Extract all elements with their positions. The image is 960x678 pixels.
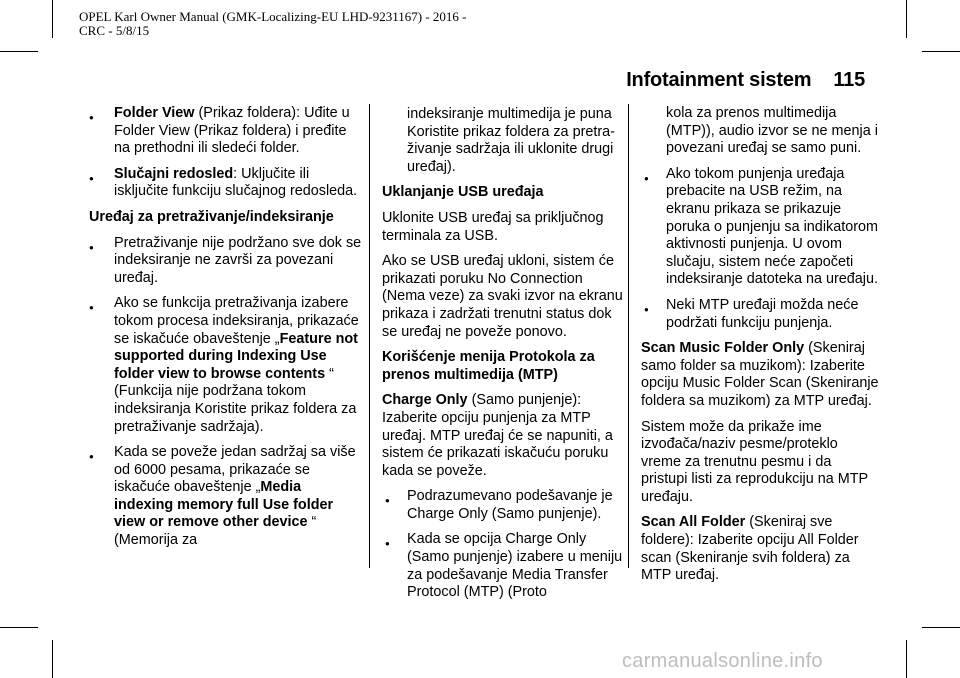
bullet-icon: ● bbox=[385, 496, 390, 506]
print-meta-line1: OPEL Karl Owner Manual (GMK-Localizing-EU LHD-9231167) - 2016 - bbox=[79, 9, 467, 24]
crop-mark bbox=[922, 51, 960, 52]
text-scan-all-folder: (Skeniraj sve foldere): Izaberite opciju All Folder scan (Skeniranje svih foldera) za MTP uređaj. bbox=[641, 514, 859, 584]
watermark: carmanualsonline.info bbox=[622, 650, 823, 672]
bullet-search-unsupported bbox=[89, 234, 362, 288]
column-3 bbox=[641, 105, 881, 593]
bullet-default-setting bbox=[382, 488, 626, 523]
crop-mark bbox=[906, 0, 907, 38]
running-head bbox=[626, 69, 865, 92]
bullet-icon: ● bbox=[385, 539, 390, 549]
bullet-icon: ● bbox=[89, 113, 94, 122]
print-meta-line2: CRC - 5/8/15 bbox=[79, 23, 150, 38]
para-scan-music-folder bbox=[641, 340, 881, 410]
term-charge-only: Charge Only bbox=[382, 392, 468, 409]
bullet-icon: ● bbox=[89, 173, 94, 183]
term-shuffle: Slučajni redosled bbox=[114, 165, 234, 182]
column-divider bbox=[369, 104, 370, 568]
text-search-during-indexing: Ako se funkcija pretraživanja izabere tokom procesa indeksiranja, prikazaće se iskačuće obaveštenje „ bbox=[114, 295, 359, 347]
heading-search-indexing: Uređaj za pretraživanje/indeksiranje bbox=[89, 208, 334, 225]
text-usb-mode-charging: Ako tokom punjenja uređaja prebacite na USB režim, na ekranu prikaza se prikazuje poruka o punjenju sa indikatorom aktivnosti punjenja. U ovom slučaju, sistem neće započeti indeksiranje datoteka na uređaju. bbox=[666, 165, 879, 288]
text-scan-music-folder: (Skeniraj samo folder sa muzikom): Izaberite opciju Music Folder Scan (Skeniranje foldera sa muzikom) za MTP uređaj. bbox=[641, 340, 879, 409]
continued-text: kola za prenos multimedija (MTP)), audio izvor se ne menja i povezani uređaj se samo puni. bbox=[666, 105, 878, 157]
heading-mtp-menu: Korišćenje menija Protokola za prenos multimedija (MTP) bbox=[382, 349, 595, 383]
column-2 bbox=[382, 106, 626, 610]
para-charge-only bbox=[382, 392, 626, 480]
bullet-usb-mode-charging bbox=[641, 166, 881, 289]
bullet-mtp-no-charge bbox=[641, 297, 881, 332]
crop-mark bbox=[52, 0, 53, 38]
bullet-memory-full bbox=[89, 444, 362, 550]
crop-mark bbox=[0, 627, 38, 628]
message-memory-full: Media indexing memory full Use folder view or remove other device bbox=[114, 479, 334, 531]
bullet-icon: ● bbox=[644, 173, 649, 183]
para-no-connection: Ako se USB uređaj ukloni, sistem će prikazati poruku No Connection (Nema veze) za svaki izvor na ekranu prikaza i zadržati trenutni status dok se uređaj ne poveže ponovo. bbox=[382, 253, 623, 340]
term-folder-view: Folder View bbox=[114, 105, 195, 121]
para-scan-all-folder bbox=[641, 514, 881, 584]
para-artist-info: Sistem može da prikaže ime izvođača/naziv pesme/proteklo vreme za trenutnu pesmu i da pristupi listi za reprodukciju na MTP uređaju. bbox=[641, 418, 868, 505]
text-memory-full-translation: “ (Memorija za bbox=[114, 514, 317, 549]
para-remove-usb: Uklonite USB uređaj sa priključnog terminala za USB. bbox=[382, 209, 604, 244]
term-scan-all-folder: Scan All Folder bbox=[641, 514, 746, 531]
text-feature-not-supported-translation: “ (Funkcija nije podržana tokom indeksiranja Koristite prikaz foldera za pretraživanje sadržaja). bbox=[114, 365, 357, 435]
text-shuffle: : Uključite ili isključite funkciju slučajnog redosleda. bbox=[114, 165, 358, 200]
bullet-icon: ● bbox=[89, 242, 94, 252]
bullet-search-during-indexing bbox=[89, 295, 362, 436]
print-meta bbox=[79, 10, 467, 38]
text-folder-view: (Prikaz foldera): Uđite u Folder View (Prikaz foldera) i pređite na prethodni ili sledeći folder. bbox=[114, 105, 350, 157]
bullet-icon: ● bbox=[89, 452, 94, 462]
crop-mark bbox=[52, 640, 53, 678]
message-feature-not-supported: Feature not supported during Indexing Use folder view to browse contents bbox=[114, 330, 358, 382]
crop-mark bbox=[922, 627, 960, 628]
text-charge-only: (Samo punjenje): Izaberite opciju punjenja za MTP uređaj. MTP uređaj će se napuniti, a sistem će prikazati iskačuću poruku kada se poveže. bbox=[382, 392, 613, 479]
crop-mark bbox=[906, 640, 907, 678]
page-number: 115 bbox=[833, 69, 865, 91]
section-title: Infotainment sistem bbox=[626, 69, 812, 91]
text-search-unsupported: Pretraživanje nije podržano sve dok se indeksiranje ne završi za povezani uređaj. bbox=[114, 234, 362, 286]
column-divider bbox=[628, 104, 629, 568]
bullet-icon: ● bbox=[644, 304, 649, 314]
term-scan-music-folder: Scan Music Folder Only bbox=[641, 340, 805, 357]
bullet-folder-view bbox=[89, 105, 362, 158]
text-mtp-no-charge: Neki MTP uređaji možda neće podržati funkciju punjenja. bbox=[666, 296, 859, 331]
bullet-icon: ● bbox=[89, 303, 94, 313]
bullet-charge-only-selected bbox=[382, 531, 626, 601]
column-1 bbox=[89, 105, 362, 558]
heading-remove-usb: Uklanjanje USB uređaja bbox=[382, 184, 544, 201]
continued-text: indeksiranje multimedija je puna Koristite prikaz foldera za pretraživanje sadržaja ili uklonite drugi uređaj). bbox=[407, 106, 615, 175]
text-charge-only-selected: Kada se opcija Charge Only (Samo punjenje) izabere u meniju za podešavanje Media Transfer Protocol (MTP) (Proto bbox=[407, 531, 623, 601]
text-default-setting: Podrazumevano podešavanje je Charge Only (Samo punjenje). bbox=[407, 488, 613, 522]
text-memory-full: Kada se poveže jedan sadržaj sa više od 6000 pesama, prikazaće se iskačuće obaveštenje „ bbox=[114, 444, 356, 496]
crop-mark bbox=[0, 51, 38, 52]
bullet-shuffle bbox=[89, 165, 362, 201]
